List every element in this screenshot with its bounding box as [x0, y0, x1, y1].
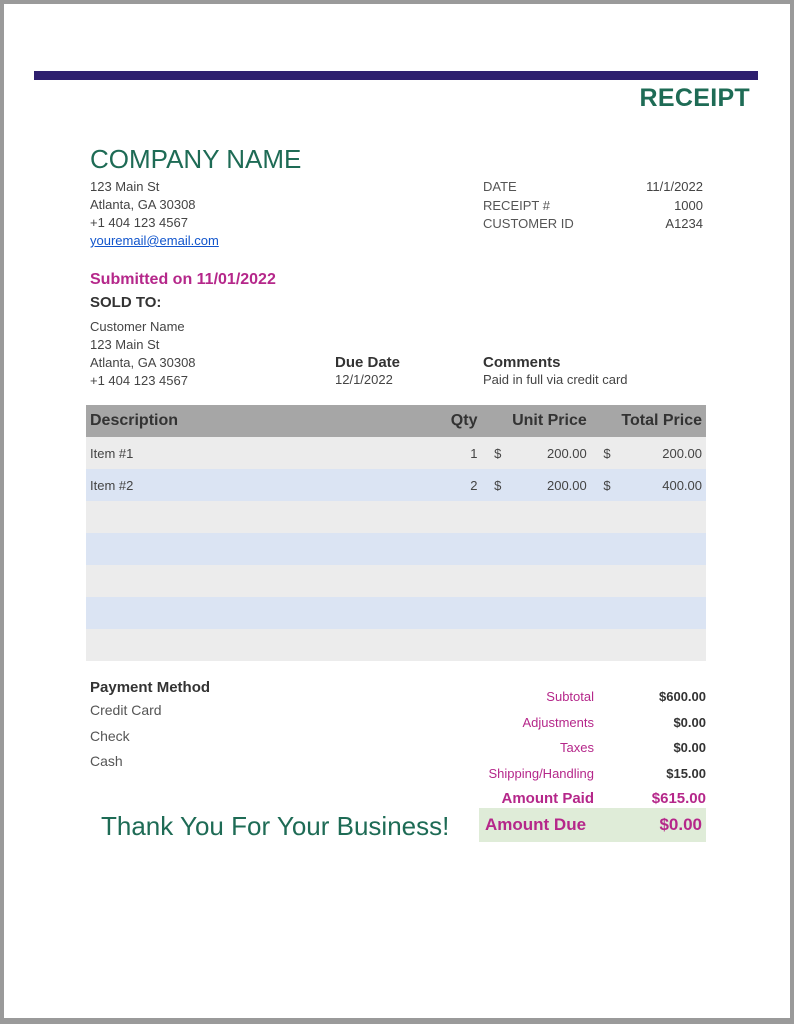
adjustments-value: $0.00 [673, 714, 706, 730]
amount-due-box [479, 808, 706, 842]
due-date-label: Due Date [335, 354, 401, 371]
meta-value: 11/1/2022 [646, 179, 703, 194]
customer-street: 123 Main St [90, 337, 160, 352]
items-table [86, 405, 706, 661]
totals-row-shipping [444, 761, 706, 787]
customer-address [90, 318, 196, 390]
meta-row-customer-id [483, 215, 703, 234]
header-qty: Qty [450, 412, 478, 429]
comments-label: Comments [483, 354, 561, 371]
meta-row-date [483, 178, 703, 197]
totals-row-adjustments [444, 710, 706, 736]
comments-value: Paid in full via credit card [483, 372, 628, 387]
row-total-price: 200.00 [662, 445, 702, 461]
header-description: Description [90, 412, 179, 429]
empty-table-row [86, 501, 706, 533]
meta-label: RECEIPT # [483, 197, 550, 213]
customer-city: Atlanta, GA 30308 [90, 355, 196, 370]
customer-phone: +1 404 123 4567 [90, 373, 188, 388]
top-accent-bar [34, 71, 758, 80]
row-unit-price: 200.00 [546, 477, 587, 493]
sold-to-heading: SOLD TO: [90, 294, 162, 311]
table-row [86, 469, 706, 501]
header-total-price: Total Price [621, 412, 702, 429]
amount-due-value: $0.00 [659, 815, 702, 834]
row-unit-price: 200.00 [546, 445, 587, 461]
thank-you-message: Thank You For Your Business! [101, 811, 450, 841]
comments-block [483, 354, 628, 388]
meta-label: DATE [483, 179, 517, 194]
currency-symbol: $ [494, 445, 502, 461]
currency-symbol: $ [603, 445, 611, 461]
amount-paid-value: $615.00 [651, 790, 706, 808]
receipt-meta [483, 178, 703, 234]
receipt-page [4, 4, 790, 1018]
due-date-value: 12/1/2022 [335, 372, 393, 387]
company-address [90, 178, 219, 250]
row-qty: 1 [470, 445, 478, 461]
empty-table-row [86, 597, 706, 629]
subtotal-value: $600.00 [659, 689, 706, 705]
document-title: RECEIPT [639, 84, 750, 112]
adjustments-label: Adjustments [522, 714, 594, 730]
meta-label: CUSTOMER ID [483, 216, 574, 231]
table-row [86, 437, 706, 469]
payment-method-title: Payment Method [90, 679, 211, 696]
shipping-value: $15.00 [666, 765, 706, 781]
company-street: 123 Main St [90, 179, 160, 194]
header-unit-price: Unit Price [512, 412, 587, 429]
totals-block [444, 684, 706, 812]
meta-value: 1000 [674, 197, 703, 213]
row-description: Item #2 [90, 477, 134, 493]
company-city: Atlanta, GA 30308 [90, 197, 196, 212]
totals-row-subtotal [444, 684, 706, 710]
currency-symbol: $ [603, 477, 611, 493]
payment-option-cash: Cash [90, 753, 123, 769]
company-phone: +1 404 123 4567 [90, 215, 188, 230]
amount-due-label: Amount Due [485, 815, 587, 834]
empty-table-row [86, 565, 706, 597]
items-table-header [86, 405, 706, 437]
company-name: COMPANY NAME [90, 144, 302, 174]
row-total-price: 400.00 [662, 477, 702, 493]
payment-option-credit-card: Credit Card [90, 702, 162, 718]
empty-table-row [86, 629, 706, 661]
shipping-label: Shipping/Handling [488, 765, 594, 781]
submitted-date: Submitted on 11/01/2022 [90, 271, 276, 288]
company-email-link[interactable]: youremail@email.com [90, 233, 219, 248]
row-qty: 2 [470, 477, 478, 493]
payment-option-check: Check [90, 727, 130, 744]
taxes-value: $0.00 [673, 740, 706, 756]
customer-name: Customer Name [90, 319, 185, 334]
row-description: Item #1 [90, 445, 134, 461]
payment-method-block [90, 679, 210, 779]
meta-value: A1234 [665, 216, 703, 231]
amount-paid-label: Amount Paid [501, 790, 594, 808]
taxes-label: Taxes [560, 740, 594, 756]
due-date-block [335, 354, 400, 388]
meta-row-receipt-number [483, 197, 703, 216]
totals-row-taxes [444, 735, 706, 761]
subtotal-label: Subtotal [546, 689, 594, 705]
currency-symbol: $ [494, 477, 502, 493]
empty-table-row [86, 533, 706, 565]
